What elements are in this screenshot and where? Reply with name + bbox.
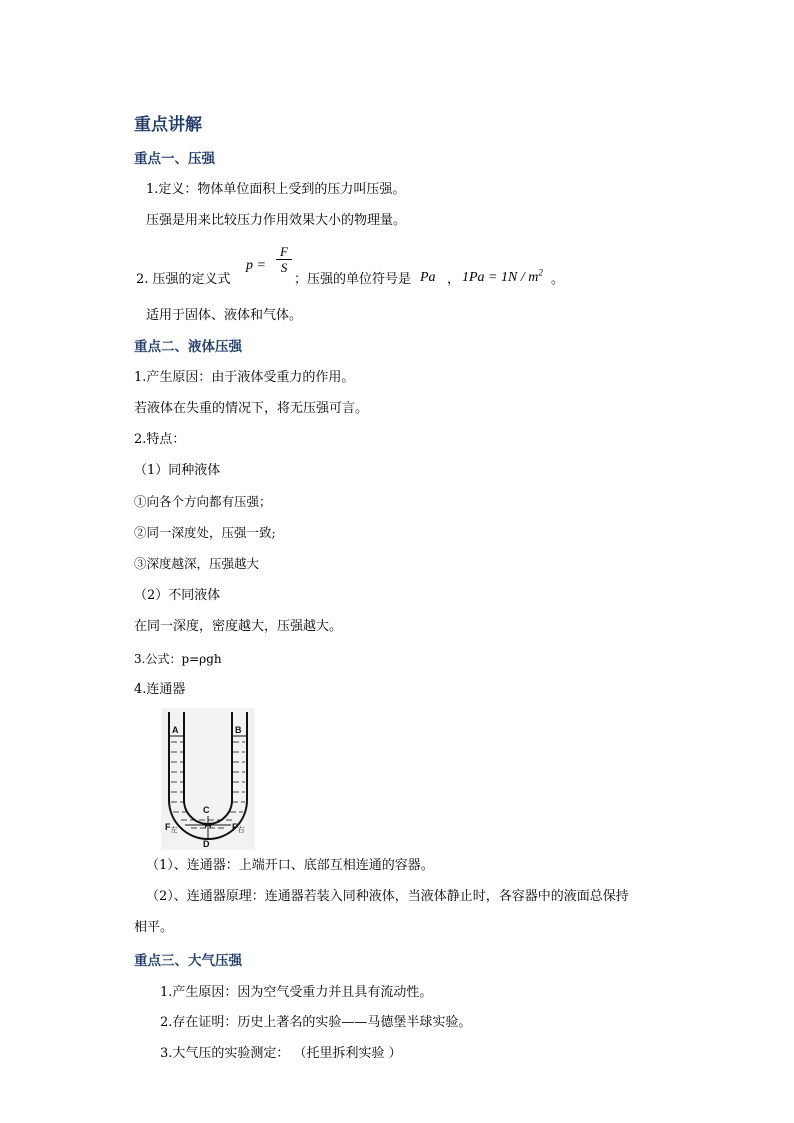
formula-lhs: p = <box>246 258 266 273</box>
same-liquid-point-1: ①向各个方向都有压强； <box>134 494 272 509</box>
liquid-formula: 3.公式：p=ρgh <box>134 652 222 666</box>
connector-heading: 4.连通器 <box>134 682 186 697</box>
unit-exponent: 2 <box>538 267 543 278</box>
label-d: D <box>203 839 210 849</box>
unit-equation <box>462 267 543 286</box>
communicating-vessel-figure <box>161 708 255 850</box>
label-c: C <box>203 805 210 815</box>
formula-prefix: 2. 压强的定义式 <box>136 272 231 287</box>
atmosphere-proof: 2.存在证明：历史上著名的实验——马德堡半球实验。 <box>160 1015 472 1030</box>
label-f-right: $F_右$ <box>232 822 245 834</box>
connector-definition: （1）、连通器：上端开口、底部互相连通的容器。 <box>146 858 434 873</box>
different-liquid-desc: 在同一深度，密度越大，压强越大。 <box>134 619 343 634</box>
liquid-cause: 1.产生原因：由于液体受重力的作用。 <box>134 370 355 385</box>
formula-denominator: S <box>276 259 292 276</box>
same-liquid-point-2: ②同一深度处，压强一致; <box>134 525 276 540</box>
section-heading-liquid-pressure: 重点二、液体压强 <box>134 339 242 355</box>
section-heading-pressure: 重点一、压强 <box>134 151 215 167</box>
pressure-scope: 适用于固体、液体和气体。 <box>146 308 303 323</box>
formula-numerator: F <box>280 244 288 259</box>
same-liquid: （1）同种液体 <box>134 463 221 478</box>
unit-equation-base: 1Pa = 1N / m <box>462 270 539 285</box>
pressure-definition: 1.定义：物体单位面积上受到的压力叫压强。 <box>146 182 406 197</box>
atmosphere-cause: 1.产生原因：因为空气受重力并且具有流动性。 <box>160 985 433 1000</box>
formula-mid-text: ；压强的单位符号是 <box>294 272 412 287</box>
connector-principle: （2）、连通器原理：连通器若装入同种液体，当液体静止时，各容器中的液面总保持 <box>146 889 629 904</box>
different-liquid: （2）不同液体 <box>134 588 221 603</box>
label-a: A <box>172 725 179 735</box>
formula-fraction <box>276 244 292 276</box>
label-f-left: $F_左$ <box>165 822 178 834</box>
unit-symbol: Pa <box>420 270 436 285</box>
connector-principle-cont: 相平。 <box>134 920 174 935</box>
page-title: 重点讲解 <box>134 115 202 135</box>
liquid-weightless: 若液体在失重的情况下，将无压强可言。 <box>134 401 369 416</box>
formula-end: 。 <box>551 272 565 287</box>
pressure-meaning: 压强是用来比较压力作用效果大小的物理量。 <box>146 213 407 228</box>
formula-separator: ， <box>447 272 461 287</box>
atmosphere-measurement: 3.大气压的实验测定： （托里拆利实验 ） <box>160 1046 402 1061</box>
same-liquid-point-3: ③深度越深，压强越大 <box>134 556 260 571</box>
liquid-features: 2.特点： <box>134 432 186 447</box>
label-b: B <box>235 725 242 735</box>
section-heading-atmospheric-pressure: 重点三、大气压强 <box>134 953 242 969</box>
